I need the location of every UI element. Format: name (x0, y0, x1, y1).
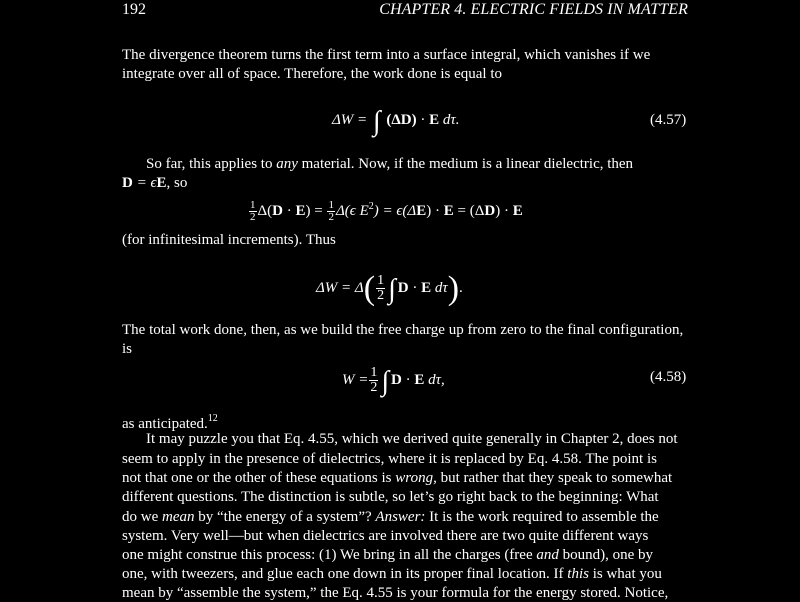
p2-text-a: So far, this applies to (146, 156, 277, 172)
p2-D: D (122, 175, 133, 191)
p2-E: E (156, 175, 167, 191)
paragraph-6-line-7: one might construe this process: (1) We bring in all the charges (free and bound), one by (122, 547, 654, 563)
eq-457-dot: · (420, 112, 430, 128)
page-header (0, 0, 800, 24)
page-number: 192 (122, 1, 146, 18)
footnote-marker: 12 (207, 413, 218, 424)
paragraph-6-line-1: It may puzzle you that Eq. 4.55, which we derived quite generally in Chapter 2, does not (146, 431, 678, 447)
integral-sign-2: ∫ (388, 273, 396, 305)
paragraph-3: (for infinitesimal increments). Thus (122, 232, 336, 248)
paragraph-6-line-4: different questions. The distinction is subtle, so let’s go right back to the beginning: What (122, 489, 659, 505)
paragraph-2-line-1 (146, 155, 633, 173)
integral-sign-3: ∫ (381, 365, 390, 397)
paragraph-6-line-5: do we mean by “the energy of a system”? Answer: It is the work required to assemble the (122, 509, 659, 525)
paragraph-4-line-2: is (122, 341, 133, 357)
fraction-one-half: $\frac{1}{2}$ (250, 199, 256, 224)
paragraph-6-line-9: mean by “assemble the system,” the Eq. 4.55 is your formula for the energy stored. Notice, (122, 585, 669, 601)
running-head: CHAPTER 4. ELECTRIC FIELDS IN MATTER (379, 1, 688, 18)
equation-number-4-58: (4.58) (650, 369, 687, 385)
paragraph-6-line-2: seem to apply in the presence of dielectrics, where it is replaced by Eq. 4.58. The point is (122, 451, 657, 467)
paragraph-1-line-2: integrate over all of space. Therefore, the work done is equal to (122, 66, 502, 82)
eq-457-integrand-a: (ΔD) (386, 112, 417, 128)
integral-sign: ∫ (372, 106, 381, 137)
paragraph-4-line-1: The total work done, then, as we build the free charge up from zero to the final configuration, (122, 322, 684, 338)
paragraph-6-line-8: one, with tweezers, and glue each one down in its proper final location. If this is what you (122, 566, 662, 582)
equation-linear-relation: $\frac{1}{2}$ Δ(D · E) = $\frac{1}{2}$ Δ(ϵ $E^2) = \epsilon(\Delta E) \cdot E = (\Delta D) \cdot E$ (250, 199, 523, 224)
eq-457-tail: dτ. (442, 112, 460, 128)
right-paren: ) (447, 269, 460, 307)
paragraph-6-line-6: system. Very well—but when dielectrics are involved there are two quite different ways (122, 528, 649, 544)
p2-mid: = ϵ (132, 175, 157, 191)
p2-end: , so (166, 175, 188, 191)
left-paren: ( (363, 269, 376, 307)
fraction-one-half-2: $\frac{1}{2}$ (328, 199, 334, 224)
equation-number-4-57: (4.57) (650, 112, 687, 128)
equation-4-57 (332, 106, 460, 137)
eq-457-integrand-b: E (429, 112, 440, 128)
equation-4-58: W = $\frac{1}{2}$ ∫ D · E dτ, (342, 365, 445, 397)
p2-any: any (276, 156, 298, 172)
paragraph-1-line-1: The divergence theorem turns the first term into a surface integral, which vanishes if we (122, 47, 651, 63)
equation-delta-w: ΔW = Δ( $\frac{1}{2}$ ∫ D · E dτ). (316, 269, 463, 307)
paragraph-6-line-3: not that one or the other of these equations is wrong, but rather that they speak to somewhat (122, 470, 673, 486)
fraction-one-half-4: $\frac{1}{2}$ (370, 365, 378, 395)
p2-text-b: material. Now, if the medium is a linear dielectric, then (297, 156, 634, 172)
paragraph-2-line-2 (122, 174, 187, 192)
eq-457-lhs: ΔW = (332, 112, 368, 128)
fraction-one-half-3: $\frac{1}{2}$ (377, 273, 385, 303)
paragraph-5: as anticipated.$^{12}$ (122, 413, 218, 432)
